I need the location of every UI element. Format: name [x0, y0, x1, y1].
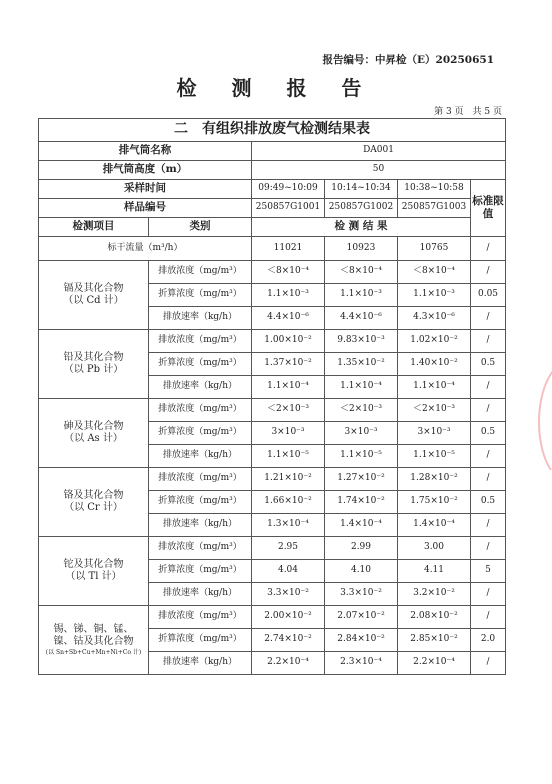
- page-indicator: 第 3 页 共 5 页: [434, 107, 502, 117]
- pollutant-name: 锡、锑、铜、锰、: [53, 623, 134, 635]
- result-value: 3×10⁻³: [252, 422, 325, 445]
- measure-label: 排放浓度（mg/m³）: [149, 399, 252, 422]
- pollutant-cell: [39, 261, 149, 330]
- standard-limit: 0.05: [471, 284, 506, 307]
- result-value: ＜8×10⁻⁴: [252, 261, 325, 284]
- sampling-time-3: 10:38~10:58: [398, 180, 471, 199]
- standard-limit: 0.5: [471, 422, 506, 445]
- result-row: [39, 606, 506, 629]
- measure-label: 折算浓度（mg/m³）: [149, 560, 252, 583]
- result-value: 1.4×10⁻⁴: [398, 514, 471, 537]
- standard-limit-empty: /: [471, 606, 506, 629]
- document-title: 检 测 报 告: [176, 76, 376, 100]
- stack-height-value: 50: [252, 161, 506, 180]
- standard-limit: 0.5: [471, 491, 506, 514]
- standard-limit: 2.0: [471, 629, 506, 652]
- standard-limit-empty: /: [471, 399, 506, 422]
- stack-height-row: [39, 161, 506, 180]
- pollutant-cell: [39, 330, 149, 399]
- standard-limit-empty: /: [471, 652, 506, 675]
- result-value: 1.37×10⁻²: [252, 353, 325, 376]
- red-seal-fragment: [530, 360, 552, 470]
- measure-label: 排放速率（kg/h）: [149, 583, 252, 606]
- pollutant-name: 铬及其化合物: [63, 489, 124, 501]
- standard-limit: 0.5: [471, 353, 506, 376]
- category-header: 类别: [149, 218, 252, 237]
- measure-label: 排放浓度（mg/m³）: [149, 537, 252, 560]
- pollutant-basis: (以 Sn+Sb+Cu+Mn+Ni+Co 计): [45, 648, 142, 656]
- measure-label: 折算浓度（mg/m³）: [149, 422, 252, 445]
- report-number: 报告编号：中昇检（E）20250651: [322, 54, 494, 66]
- standard-limit: 5: [471, 560, 506, 583]
- result-value: 2.84×10⁻²: [325, 629, 398, 652]
- result-value: 1.4×10⁻⁴: [325, 514, 398, 537]
- standard-limit-empty: /: [471, 537, 506, 560]
- stack-name-label: 排气筒名称: [39, 142, 252, 161]
- standard-limit-header: 标准限值: [471, 180, 506, 237]
- result-value: 2.00×10⁻²: [252, 606, 325, 629]
- section-title: 二 有组织排放废气检测结果表: [39, 119, 506, 142]
- measure-label: 折算浓度（mg/m³）: [149, 353, 252, 376]
- result-value: 3.3×10⁻²: [325, 583, 398, 606]
- result-value: 4.3×10⁻⁶: [398, 307, 471, 330]
- measure-label: 折算浓度（mg/m³）: [149, 491, 252, 514]
- standard-limit-empty: /: [471, 307, 506, 330]
- result-value: 4.4×10⁻⁶: [252, 307, 325, 330]
- stack-name-value: DA001: [252, 142, 506, 161]
- result-value: 3×10⁻³: [398, 422, 471, 445]
- pollutant-basis: （以 Pb 计）: [63, 364, 124, 375]
- standard-limit-empty: /: [471, 468, 506, 491]
- result-value: ＜8×10⁻⁴: [325, 261, 398, 284]
- result-value: 1.02×10⁻²: [398, 330, 471, 353]
- result-value: 4.10: [325, 560, 398, 583]
- result-value: 1.1×10⁻⁵: [252, 445, 325, 468]
- result-value: 1.1×10⁻³: [398, 284, 471, 307]
- result-value: 2.74×10⁻²: [252, 629, 325, 652]
- measure-label: 排放速率（kg/h）: [149, 652, 252, 675]
- result-value: 2.07×10⁻²: [325, 606, 398, 629]
- pollutant-basis: （以 Cr 计）: [64, 502, 123, 513]
- pollutant-name: 砷及其化合物: [63, 420, 124, 432]
- result-value: 1.40×10⁻²: [398, 353, 471, 376]
- pollutant-basis: （以 Tl 计）: [65, 571, 122, 582]
- sample-id-2: 250857G1002: [325, 199, 398, 218]
- pollutant-cell: [39, 537, 149, 606]
- column-header-row: [39, 218, 506, 237]
- sample-id-1: 250857G1001: [252, 199, 325, 218]
- measure-label: 排放速率（kg/h）: [149, 307, 252, 330]
- result-value: 1.28×10⁻²: [398, 468, 471, 491]
- result-value: 3.3×10⁻²: [252, 583, 325, 606]
- pollutant-cell: [39, 468, 149, 537]
- result-value: 4.11: [398, 560, 471, 583]
- pollutant-cell: [39, 606, 149, 675]
- measure-label: 排放浓度（mg/m³）: [149, 261, 252, 284]
- pollutant-name: 铅及其化合物: [63, 351, 124, 363]
- sampling-time-1: 09:49~10:09: [252, 180, 325, 199]
- flow-value-1: 11021: [252, 237, 325, 261]
- result-value: 1.21×10⁻²: [252, 468, 325, 491]
- measure-label: 排放浓度（mg/m³）: [149, 468, 252, 491]
- measure-label: 折算浓度（mg/m³）: [149, 284, 252, 307]
- stack-height-label: 排气筒高度（m）: [39, 161, 252, 180]
- result-value: ＜2×10⁻³: [325, 399, 398, 422]
- sampling-time-label: 采样时间: [39, 180, 252, 199]
- result-value: 1.1×10⁻⁴: [252, 376, 325, 399]
- standard-limit-empty: /: [471, 376, 506, 399]
- result-value: 1.1×10⁻⁵: [325, 445, 398, 468]
- standard-limit-empty: /: [471, 583, 506, 606]
- result-value: 3.2×10⁻²: [398, 583, 471, 606]
- flow-value-3: 10765: [398, 237, 471, 261]
- measure-label: 排放速率（kg/h）: [149, 445, 252, 468]
- measure-label: 排放速率（kg/h）: [149, 514, 252, 537]
- result-value: 9.83×10⁻³: [325, 330, 398, 353]
- pollutant-name-line2: 镍、钴及其化合物: [53, 636, 134, 648]
- result-value: 2.08×10⁻²: [398, 606, 471, 629]
- result-value: 1.35×10⁻²: [325, 353, 398, 376]
- result-row: [39, 468, 506, 491]
- standard-limit-empty: /: [471, 514, 506, 537]
- pollutant-basis: （以 Cd 计）: [63, 295, 124, 306]
- sample-id-3: 250857G1003: [398, 199, 471, 218]
- result-value: 2.95: [252, 537, 325, 560]
- sample-id-label: 样品编号: [39, 199, 252, 218]
- standard-limit-empty: /: [471, 261, 506, 284]
- result-value: 1.00×10⁻²: [252, 330, 325, 353]
- result-value: ＜2×10⁻³: [398, 399, 471, 422]
- result-value: ＜8×10⁻⁴: [398, 261, 471, 284]
- result-value: 1.1×10⁻³: [252, 284, 325, 307]
- result-row: [39, 330, 506, 353]
- measure-label: 排放速率（kg/h）: [149, 376, 252, 399]
- section-title-row: [39, 119, 506, 142]
- result-value: 2.99: [325, 537, 398, 560]
- result-value: 2.2×10⁻⁴: [252, 652, 325, 675]
- result-value: 2.85×10⁻²: [398, 629, 471, 652]
- results-table: [38, 118, 506, 675]
- result-header: 检 测 结 果: [252, 218, 471, 237]
- flow-standard: /: [471, 237, 506, 261]
- result-value: 1.1×10⁻³: [325, 284, 398, 307]
- result-value: 3×10⁻³: [325, 422, 398, 445]
- standard-limit-empty: /: [471, 445, 506, 468]
- result-value: 2.3×10⁻⁴: [325, 652, 398, 675]
- measure-label: 排放浓度（mg/m³）: [149, 606, 252, 629]
- result-value: 1.1×10⁻⁴: [398, 376, 471, 399]
- item-header: 检测项目: [39, 218, 149, 237]
- result-value: 4.04: [252, 560, 325, 583]
- sampling-time-row: [39, 180, 506, 199]
- result-value: 4.4×10⁻⁶: [325, 307, 398, 330]
- measure-label: 排放浓度（mg/m³）: [149, 330, 252, 353]
- pollutant-cell: [39, 399, 149, 468]
- result-value: 1.66×10⁻²: [252, 491, 325, 514]
- pollutant-name: 铊及其化合物: [63, 558, 124, 570]
- result-value: 1.74×10⁻²: [325, 491, 398, 514]
- result-value: 3.00: [398, 537, 471, 560]
- stack-name-row: [39, 142, 506, 161]
- result-row: [39, 399, 506, 422]
- measure-label: 折算浓度（mg/m³）: [149, 629, 252, 652]
- result-value: 1.27×10⁻²: [325, 468, 398, 491]
- result-row: [39, 261, 506, 284]
- result-value: 1.1×10⁻⁵: [398, 445, 471, 468]
- flow-row: [39, 237, 506, 261]
- result-value: 1.75×10⁻²: [398, 491, 471, 514]
- pollutant-basis: （以 As 计）: [64, 433, 123, 444]
- sample-id-row: [39, 199, 506, 218]
- result-value: ＜2×10⁻³: [252, 399, 325, 422]
- result-value: 2.2×10⁻⁴: [398, 652, 471, 675]
- result-row: [39, 537, 506, 560]
- flow-value-2: 10923: [325, 237, 398, 261]
- result-value: 1.1×10⁻⁴: [325, 376, 398, 399]
- standard-limit-empty: /: [471, 330, 506, 353]
- pollutant-name: 镉及其化合物: [63, 282, 124, 294]
- flow-label: 标干流量（m³/h）: [39, 237, 252, 261]
- result-value: 1.3×10⁻⁴: [252, 514, 325, 537]
- sampling-time-2: 10:14~10:34: [325, 180, 398, 199]
